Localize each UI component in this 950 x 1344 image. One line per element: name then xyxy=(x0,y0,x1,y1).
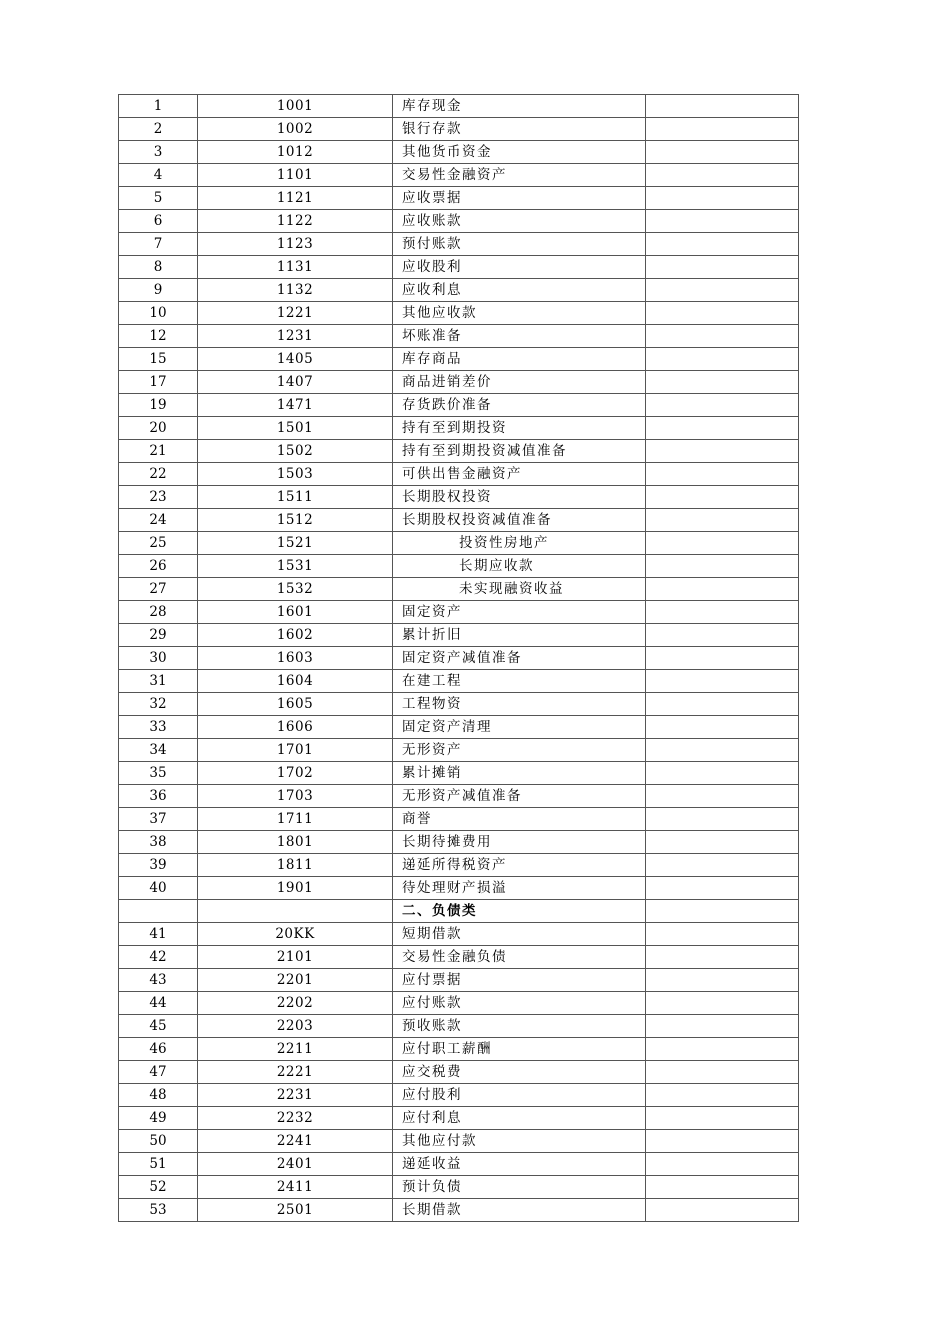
blank-cell xyxy=(646,1199,799,1222)
account-name-cell: 坏账准备 xyxy=(393,325,646,348)
blank-cell xyxy=(646,141,799,164)
account-code-cell: 2231 xyxy=(198,1084,393,1107)
account-code-cell: 2241 xyxy=(198,1130,393,1153)
seq-cell: 28 xyxy=(119,601,198,624)
seq-cell: 38 xyxy=(119,831,198,854)
blank-cell xyxy=(646,1130,799,1153)
blank-cell xyxy=(646,95,799,118)
account-name-cell: 长期借款 xyxy=(393,1199,646,1222)
seq-cell: 44 xyxy=(119,992,198,1015)
section-heading-cell: 二、负债类 xyxy=(393,900,646,923)
table-row xyxy=(119,1199,799,1222)
account-name-cell: 短期借款 xyxy=(393,923,646,946)
account-code-cell: 1701 xyxy=(198,739,393,762)
blank-cell xyxy=(646,900,799,923)
blank-cell xyxy=(646,187,799,210)
account-code-cell: 1407 xyxy=(198,371,393,394)
table-row xyxy=(119,141,799,164)
seq-cell: 39 xyxy=(119,854,198,877)
table-row xyxy=(119,95,799,118)
account-code-cell: 1606 xyxy=(198,716,393,739)
seq-cell: 36 xyxy=(119,785,198,808)
blank-cell xyxy=(646,371,799,394)
account-name-cell: 商品进销差价 xyxy=(393,371,646,394)
seq-cell: 26 xyxy=(119,555,198,578)
blank-cell xyxy=(646,509,799,532)
table-row xyxy=(119,670,799,693)
account-code-cell: 1132 xyxy=(198,279,393,302)
account-code-cell: 1121 xyxy=(198,187,393,210)
seq-cell: 46 xyxy=(119,1038,198,1061)
account-code-cell: 1703 xyxy=(198,785,393,808)
account-name-cell: 其他应收款 xyxy=(393,302,646,325)
blank-cell xyxy=(646,210,799,233)
table-body xyxy=(119,95,799,1222)
account-code-cell: 1711 xyxy=(198,808,393,831)
table-row xyxy=(119,371,799,394)
blank-cell xyxy=(646,877,799,900)
account-name-cell: 未实现融资收益 xyxy=(393,578,646,601)
table-row xyxy=(119,532,799,555)
seq-cell: 3 xyxy=(119,141,198,164)
account-code-cell: 2501 xyxy=(198,1199,393,1222)
account-name-cell: 存货跌价准备 xyxy=(393,394,646,417)
table-row xyxy=(119,348,799,371)
account-name-cell: 商誉 xyxy=(393,808,646,831)
blank-cell xyxy=(646,831,799,854)
blank-cell xyxy=(646,325,799,348)
blank-cell xyxy=(646,647,799,670)
account-code-cell: 1605 xyxy=(198,693,393,716)
account-name-cell: 固定资产 xyxy=(393,601,646,624)
seq-cell: 10 xyxy=(119,302,198,325)
table-row xyxy=(119,969,799,992)
seq-cell xyxy=(119,900,198,923)
blank-cell xyxy=(646,302,799,325)
table-row xyxy=(119,1176,799,1199)
account-name-cell: 其他应付款 xyxy=(393,1130,646,1153)
account-name-cell: 应收账款 xyxy=(393,210,646,233)
account-name-cell: 交易性金融资产 xyxy=(393,164,646,187)
blank-cell xyxy=(646,785,799,808)
account-code-cell: 1604 xyxy=(198,670,393,693)
blank-cell xyxy=(646,601,799,624)
account-code-cell: 1001 xyxy=(198,95,393,118)
account-name-cell: 在建工程 xyxy=(393,670,646,693)
blank-cell xyxy=(646,348,799,371)
seq-cell: 31 xyxy=(119,670,198,693)
blank-cell xyxy=(646,394,799,417)
account-code-cell xyxy=(198,900,393,923)
account-code-cell: 1405 xyxy=(198,348,393,371)
blank-cell xyxy=(646,1015,799,1038)
account-code-cell: 1601 xyxy=(198,601,393,624)
seq-cell: 21 xyxy=(119,440,198,463)
account-name-cell: 待处理财产损溢 xyxy=(393,877,646,900)
seq-cell: 32 xyxy=(119,693,198,716)
account-code-cell: 1123 xyxy=(198,233,393,256)
blank-cell xyxy=(646,256,799,279)
account-name-cell: 递延所得税资产 xyxy=(393,854,646,877)
account-code-cell: 1702 xyxy=(198,762,393,785)
account-name-cell: 投资性房地产 xyxy=(393,532,646,555)
seq-cell: 4 xyxy=(119,164,198,187)
account-code-cell: 1532 xyxy=(198,578,393,601)
table-row xyxy=(119,509,799,532)
seq-cell: 7 xyxy=(119,233,198,256)
seq-cell: 45 xyxy=(119,1015,198,1038)
seq-cell: 34 xyxy=(119,739,198,762)
seq-cell: 22 xyxy=(119,463,198,486)
account-name-cell: 其他货币资金 xyxy=(393,141,646,164)
account-name-cell: 持有至到期投资 xyxy=(393,417,646,440)
account-code-cell: 2202 xyxy=(198,992,393,1015)
account-code-cell: 1471 xyxy=(198,394,393,417)
seq-cell: 50 xyxy=(119,1130,198,1153)
blank-cell xyxy=(646,1153,799,1176)
table-row xyxy=(119,1061,799,1084)
table-row xyxy=(119,279,799,302)
seq-cell: 30 xyxy=(119,647,198,670)
chart-of-accounts-table xyxy=(118,94,799,1222)
seq-cell: 12 xyxy=(119,325,198,348)
seq-cell: 5 xyxy=(119,187,198,210)
account-name-cell: 应交税费 xyxy=(393,1061,646,1084)
table-row xyxy=(119,831,799,854)
table-row xyxy=(119,394,799,417)
seq-cell: 52 xyxy=(119,1176,198,1199)
account-code-cell: 1531 xyxy=(198,555,393,578)
account-code-cell: 1131 xyxy=(198,256,393,279)
table-row xyxy=(119,716,799,739)
seq-cell: 9 xyxy=(119,279,198,302)
blank-cell xyxy=(646,670,799,693)
blank-cell xyxy=(646,463,799,486)
account-name-cell: 交易性金融负债 xyxy=(393,946,646,969)
table-row xyxy=(119,325,799,348)
seq-cell: 43 xyxy=(119,969,198,992)
blank-cell xyxy=(646,164,799,187)
section-heading-row xyxy=(119,900,799,923)
account-code-cell: 1511 xyxy=(198,486,393,509)
seq-cell: 25 xyxy=(119,532,198,555)
account-code-cell: 1101 xyxy=(198,164,393,187)
account-code-cell: 1521 xyxy=(198,532,393,555)
account-code-cell: 2203 xyxy=(198,1015,393,1038)
seq-cell: 35 xyxy=(119,762,198,785)
account-code-cell: 1811 xyxy=(198,854,393,877)
seq-cell: 49 xyxy=(119,1107,198,1130)
account-name-cell: 库存现金 xyxy=(393,95,646,118)
account-code-cell: 20KK xyxy=(198,923,393,946)
blank-cell xyxy=(646,739,799,762)
blank-cell xyxy=(646,279,799,302)
seq-cell: 29 xyxy=(119,624,198,647)
table-row xyxy=(119,118,799,141)
account-code-cell: 1801 xyxy=(198,831,393,854)
blank-cell xyxy=(646,578,799,601)
seq-cell: 24 xyxy=(119,509,198,532)
account-code-cell: 2101 xyxy=(198,946,393,969)
seq-cell: 48 xyxy=(119,1084,198,1107)
blank-cell xyxy=(646,233,799,256)
account-name-cell: 应收利息 xyxy=(393,279,646,302)
account-name-cell: 无形资产 xyxy=(393,739,646,762)
account-code-cell: 1221 xyxy=(198,302,393,325)
account-code-cell: 1231 xyxy=(198,325,393,348)
table-row xyxy=(119,302,799,325)
blank-cell xyxy=(646,693,799,716)
account-code-cell: 1501 xyxy=(198,417,393,440)
table-row xyxy=(119,923,799,946)
account-code-cell: 1901 xyxy=(198,877,393,900)
account-code-cell: 2201 xyxy=(198,969,393,992)
seq-cell: 51 xyxy=(119,1153,198,1176)
account-name-cell: 固定资产减值准备 xyxy=(393,647,646,670)
seq-cell: 33 xyxy=(119,716,198,739)
account-name-cell: 长期待摊费用 xyxy=(393,831,646,854)
seq-cell: 1 xyxy=(119,95,198,118)
account-code-cell: 1602 xyxy=(198,624,393,647)
blank-cell xyxy=(646,946,799,969)
table-row xyxy=(119,1084,799,1107)
seq-cell: 19 xyxy=(119,394,198,417)
table-row xyxy=(119,555,799,578)
table-row xyxy=(119,1107,799,1130)
table-row xyxy=(119,693,799,716)
table-row xyxy=(119,854,799,877)
blank-cell xyxy=(646,1084,799,1107)
table-row xyxy=(119,164,799,187)
account-code-cell: 1503 xyxy=(198,463,393,486)
seq-cell: 37 xyxy=(119,808,198,831)
account-name-cell: 预收账款 xyxy=(393,1015,646,1038)
blank-cell xyxy=(646,969,799,992)
account-name-cell: 应收票据 xyxy=(393,187,646,210)
table-row xyxy=(119,762,799,785)
table-row xyxy=(119,463,799,486)
account-code-cell: 2221 xyxy=(198,1061,393,1084)
account-name-cell: 累计摊销 xyxy=(393,762,646,785)
seq-cell: 20 xyxy=(119,417,198,440)
blank-cell xyxy=(646,854,799,877)
account-name-cell: 无形资产减值准备 xyxy=(393,785,646,808)
account-name-cell: 库存商品 xyxy=(393,348,646,371)
account-name-cell: 固定资产清理 xyxy=(393,716,646,739)
seq-cell: 6 xyxy=(119,210,198,233)
table-row xyxy=(119,601,799,624)
blank-cell xyxy=(646,808,799,831)
table-row xyxy=(119,992,799,1015)
seq-cell: 47 xyxy=(119,1061,198,1084)
table-row xyxy=(119,1038,799,1061)
table-row xyxy=(119,877,799,900)
blank-cell xyxy=(646,417,799,440)
seq-cell: 2 xyxy=(119,118,198,141)
table-row xyxy=(119,1130,799,1153)
table-row xyxy=(119,233,799,256)
account-name-cell: 应付利息 xyxy=(393,1107,646,1130)
account-code-cell: 1012 xyxy=(198,141,393,164)
blank-cell xyxy=(646,762,799,785)
table-row xyxy=(119,187,799,210)
account-code-cell: 2211 xyxy=(198,1038,393,1061)
account-name-cell: 持有至到期投资减值准备 xyxy=(393,440,646,463)
blank-cell xyxy=(646,1061,799,1084)
account-name-cell: 应付股利 xyxy=(393,1084,646,1107)
table-row xyxy=(119,440,799,463)
seq-cell: 23 xyxy=(119,486,198,509)
table-row xyxy=(119,624,799,647)
blank-cell xyxy=(646,992,799,1015)
seq-cell: 8 xyxy=(119,256,198,279)
account-code-cell: 2411 xyxy=(198,1176,393,1199)
seq-cell: 27 xyxy=(119,578,198,601)
account-name-cell: 可供出售金融资产 xyxy=(393,463,646,486)
blank-cell xyxy=(646,486,799,509)
account-name-cell: 工程物资 xyxy=(393,693,646,716)
account-code-cell: 2401 xyxy=(198,1153,393,1176)
account-name-cell: 累计折旧 xyxy=(393,624,646,647)
table-row xyxy=(119,739,799,762)
account-name-cell: 递延收益 xyxy=(393,1153,646,1176)
seq-cell: 41 xyxy=(119,923,198,946)
blank-cell xyxy=(646,440,799,463)
blank-cell xyxy=(646,1038,799,1061)
account-code-cell: 1122 xyxy=(198,210,393,233)
account-name-cell: 长期股权投资 xyxy=(393,486,646,509)
account-code-cell: 1603 xyxy=(198,647,393,670)
blank-cell xyxy=(646,624,799,647)
blank-cell xyxy=(646,118,799,141)
table-row xyxy=(119,785,799,808)
table-row xyxy=(119,946,799,969)
account-name-cell: 预付账款 xyxy=(393,233,646,256)
account-code-cell: 2232 xyxy=(198,1107,393,1130)
account-name-cell: 长期应收款 xyxy=(393,555,646,578)
blank-cell xyxy=(646,555,799,578)
account-name-cell: 长期股权投资减值准备 xyxy=(393,509,646,532)
account-code-cell: 1512 xyxy=(198,509,393,532)
account-name-cell: 应收股利 xyxy=(393,256,646,279)
table-row xyxy=(119,1015,799,1038)
account-code-cell: 1502 xyxy=(198,440,393,463)
table-row xyxy=(119,647,799,670)
table-row xyxy=(119,1153,799,1176)
table-row xyxy=(119,808,799,831)
seq-cell: 15 xyxy=(119,348,198,371)
blank-cell xyxy=(646,532,799,555)
account-name-cell: 应付账款 xyxy=(393,992,646,1015)
table-row xyxy=(119,486,799,509)
seq-cell: 42 xyxy=(119,946,198,969)
blank-cell xyxy=(646,1107,799,1130)
seq-cell: 53 xyxy=(119,1199,198,1222)
table-row xyxy=(119,578,799,601)
account-name-cell: 预计负债 xyxy=(393,1176,646,1199)
blank-cell xyxy=(646,1176,799,1199)
table-row xyxy=(119,417,799,440)
account-code-cell: 1002 xyxy=(198,118,393,141)
account-name-cell: 应付票据 xyxy=(393,969,646,992)
seq-cell: 17 xyxy=(119,371,198,394)
blank-cell xyxy=(646,716,799,739)
account-name-cell: 应付职工薪酬 xyxy=(393,1038,646,1061)
table-row xyxy=(119,256,799,279)
table-row xyxy=(119,210,799,233)
seq-cell: 40 xyxy=(119,877,198,900)
blank-cell xyxy=(646,923,799,946)
account-name-cell: 银行存款 xyxy=(393,118,646,141)
